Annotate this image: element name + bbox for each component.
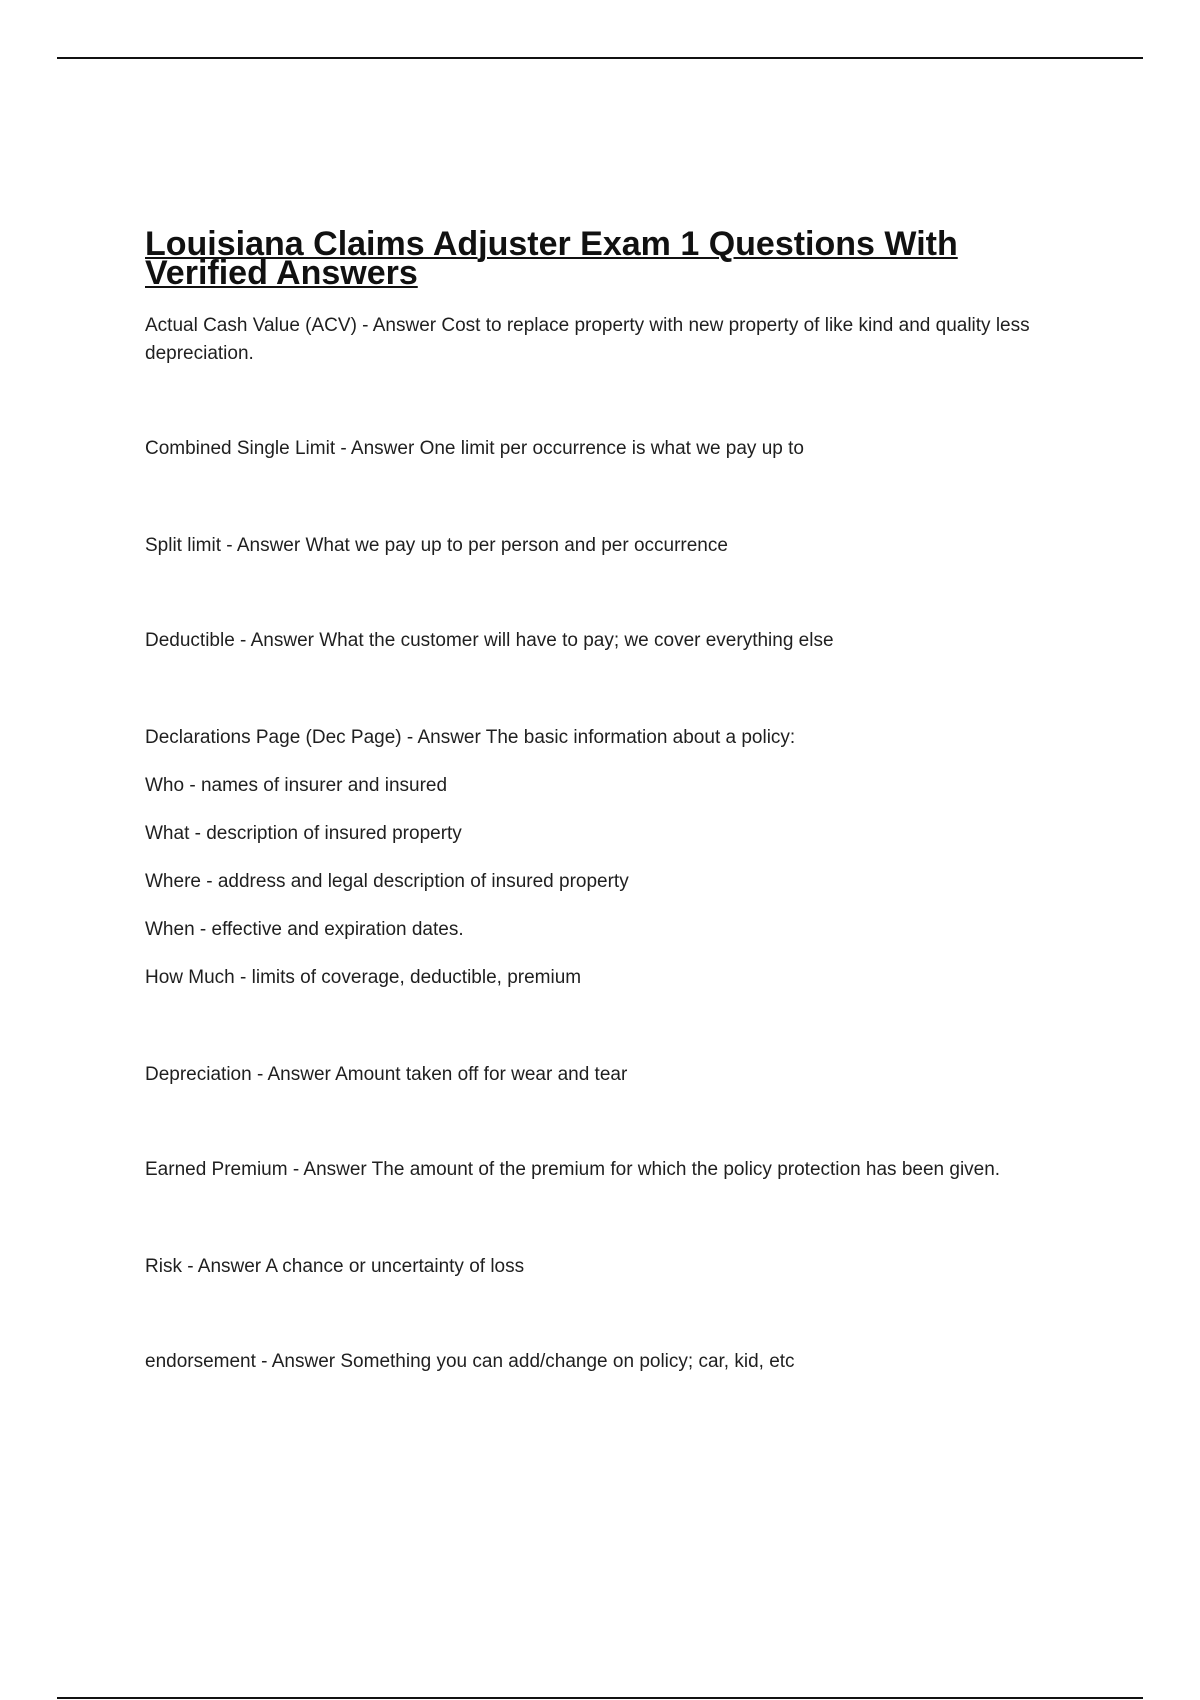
qa-entry-text: Split limit - Answer What we pay up to per person and per occurrence	[145, 535, 728, 556]
qa-entry-text: Declarations Page (Dec Page) - Answer The basic information about a policy:	[145, 727, 796, 748]
qa-sub-line-how-much: How Much - limits of coverage, deductible, premium	[145, 967, 582, 988]
qa-entry-endorsement	[145, 1348, 1095, 1376]
qa-entry-text: endorsement - Answer Something you can add/change on policy; car, kid, etc	[145, 1351, 795, 1372]
qa-entry-deductible	[145, 627, 1095, 655]
document-title: Louisiana Claims Adjuster Exam 1 Questions With Verified Answers	[145, 225, 958, 292]
qa-entry-text: Deductible - Answer What the customer will have to pay; we cover everything else	[145, 630, 834, 651]
qa-entry-text: Combined Single Limit - Answer One limit per occurrence is what we pay up to	[145, 438, 804, 459]
qa-entry-earned-premium	[145, 1156, 1095, 1184]
qa-list	[145, 312, 1095, 1376]
qa-sub-line-when: When - effective and expiration dates.	[145, 919, 464, 940]
qa-sub-line-what: What - description of insured property	[145, 823, 462, 844]
qa-entry-declarations-page	[145, 724, 1095, 992]
qa-entry-combined-single-limit	[145, 435, 1095, 463]
qa-entry-split-limit	[145, 532, 1095, 560]
bottom-rule	[57, 1697, 1143, 1699]
qa-entry-risk	[145, 1253, 1095, 1281]
qa-entry-depreciation	[145, 1061, 1095, 1089]
qa-sub-line-where: Where - address and legal description of insured property	[145, 871, 629, 892]
qa-entry-text: Risk - Answer A chance or uncertainty of loss	[145, 1256, 525, 1277]
qa-entry-actual-cash-value	[145, 312, 1095, 368]
qa-entry-text: Earned Premium - Answer The amount of the premium for which the policy protection has been given.	[145, 1159, 1001, 1180]
top-rule	[57, 57, 1143, 59]
qa-entry-text: Actual Cash Value (ACV) - Answer Cost to replace property with new property of like kind and quality less depreciation.	[145, 315, 1030, 364]
qa-entry-text: Depreciation - Answer Amount taken off for wear and tear	[145, 1064, 628, 1085]
document-body	[145, 225, 1095, 1376]
qa-sub-line-who: Who - names of insurer and insured	[145, 775, 448, 796]
